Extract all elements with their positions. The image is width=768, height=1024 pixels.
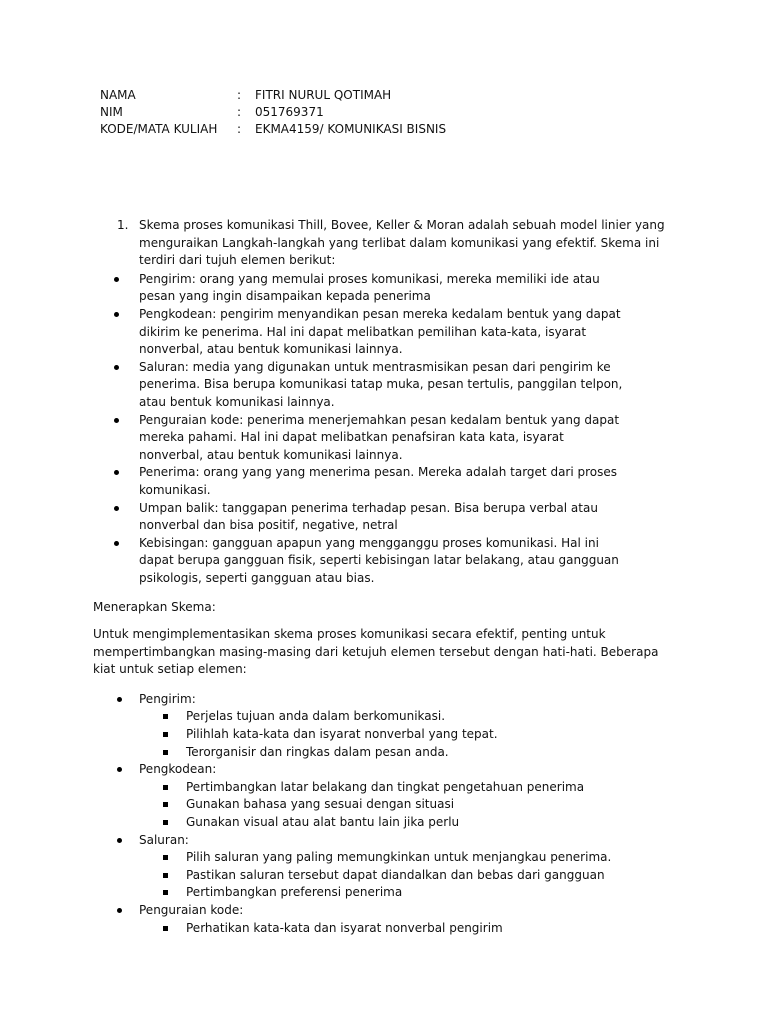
list-item: Perhatikan kata-kata dan isyarat nonverbal pengirim	[139, 920, 693, 938]
student-info	[100, 87, 446, 138]
list-item: Pilih saluran yang paling memungkinkan untuk menjangkau penerima.	[139, 849, 693, 867]
info-colon: :	[237, 122, 242, 136]
document-body	[93, 217, 693, 937]
info-colon: :	[237, 105, 242, 119]
tips-list	[93, 691, 693, 937]
list-item: Saluran: media yang digunakan untuk mentrasmisikan pesan dari pengirim ke penerima. Bisa berupa komunikasi tatap muka, pesan tertulis, panggilan telpon, atau bentuk komunikasi lainnya.	[93, 359, 629, 412]
info-label: NIM	[100, 105, 123, 119]
list-item: Pastikan saluran tersebut dapat diandalkan dan bebas dari gangguan	[139, 867, 693, 885]
list-item: Gunakan bahasa yang sesuai dengan situasi	[139, 796, 693, 814]
tip-title: Penguraian kode:	[139, 902, 244, 917]
section-intro: Skema proses komunikasi Thill, Bovee, Keller & Moran adalah sebuah model linier yang menguraikan Langkah-langkah yang terlibat dalam komunikasi yang efektif. Skema ini terdiri dari tujuh elemen berikut:	[139, 218, 665, 268]
list-item: Pengirim: orang yang memulai proses komunikasi, mereka memiliki ide atau pesan yang ingin disampaikan kepada penerima	[93, 271, 629, 306]
paragraph: Untuk mengimplementasikan skema proses komunikasi secara efektif, penting untuk mempertimbangkan masing-masing dari ketujuh elemen tersebut dengan hati-hati. Beberapa kiat untuk setiap elemen:	[93, 627, 659, 677]
numbered-item	[93, 217, 683, 270]
list-item: Pilihlah kata-kata dan isyarat nonverbal yang tepat.	[139, 726, 693, 744]
info-row-course	[100, 121, 446, 138]
item-number: 1.	[117, 218, 129, 232]
bullet-icon	[117, 838, 122, 843]
section-heading: Menerapkan Skema:	[93, 600, 216, 615]
tip-title: Saluran:	[139, 832, 189, 847]
list-item	[93, 832, 693, 902]
tip-title: Pengkodean:	[139, 762, 217, 777]
info-row-nim	[100, 104, 446, 121]
sub-list	[139, 920, 693, 938]
bullet-icon	[117, 908, 122, 913]
list-item: Perjelas tujuan anda dalam berkomunikasi.	[139, 708, 693, 726]
list-item: Penguraian kode: penerima menerjemahkan pesan kedalam bentuk yang dapat mereka pahami. Hal ini dapat melibatkan penafsiran kata kata, isyarat nonverbal, atau bentuk komunikasi lainnya.	[93, 412, 629, 465]
info-value: EKMA4159/ KOMUNIKASI BISNIS	[255, 122, 447, 136]
list-item	[93, 902, 693, 937]
list-item: Pertimbangkan latar belakang dan tingkat pengetahuan penerima	[139, 779, 693, 797]
list-item: Penerima: orang yang yang menerima pesan. Mereka adalah target dari proses komunikasi.	[93, 464, 629, 499]
list-item: Umpan balik: tanggapan penerima terhadap pesan. Bisa berupa verbal atau nonverbal dan bisa positif, negative, netral	[93, 500, 629, 535]
info-colon: :	[237, 88, 242, 102]
sub-list	[139, 708, 693, 761]
sub-list	[139, 779, 693, 832]
info-label: NAMA	[100, 88, 136, 102]
list-item: Terorganisir dan ringkas dalam pesan anda.	[139, 744, 693, 762]
info-value: 051769371	[255, 105, 324, 119]
list-item	[93, 761, 693, 831]
tip-title: Pengirim:	[139, 691, 196, 706]
bullet-icon	[117, 767, 122, 772]
info-value: FITRI NURUL QOTIMAH	[255, 88, 392, 102]
info-label: KODE/MATA KULIAH	[100, 122, 218, 136]
bullet-icon	[117, 697, 122, 702]
list-item: Gunakan visual atau alat bantu lain jika perlu	[139, 814, 693, 832]
list-item: Pertimbangkan preferensi penerima	[139, 884, 693, 902]
list-item	[93, 691, 693, 761]
info-row-name	[100, 87, 446, 104]
list-item: Kebisingan: gangguan apapun yang mengganggu proses komunikasi. Hal ini dapat berupa gangguan fisik, seperti kebisingan latar belakang, atau gangguan psikologis, seperti gangguan atau bias.	[93, 535, 629, 588]
element-list	[93, 271, 693, 588]
sub-list	[139, 849, 693, 902]
list-item: Pengkodean: pengirim menyandikan pesan mereka kedalam bentuk yang dapat dikirim ke penerima. Hal ini dapat melibatkan pemilihan kata-kata, isyarat nonverbal, atau bentuk komunikasi lainnya.	[93, 306, 629, 359]
